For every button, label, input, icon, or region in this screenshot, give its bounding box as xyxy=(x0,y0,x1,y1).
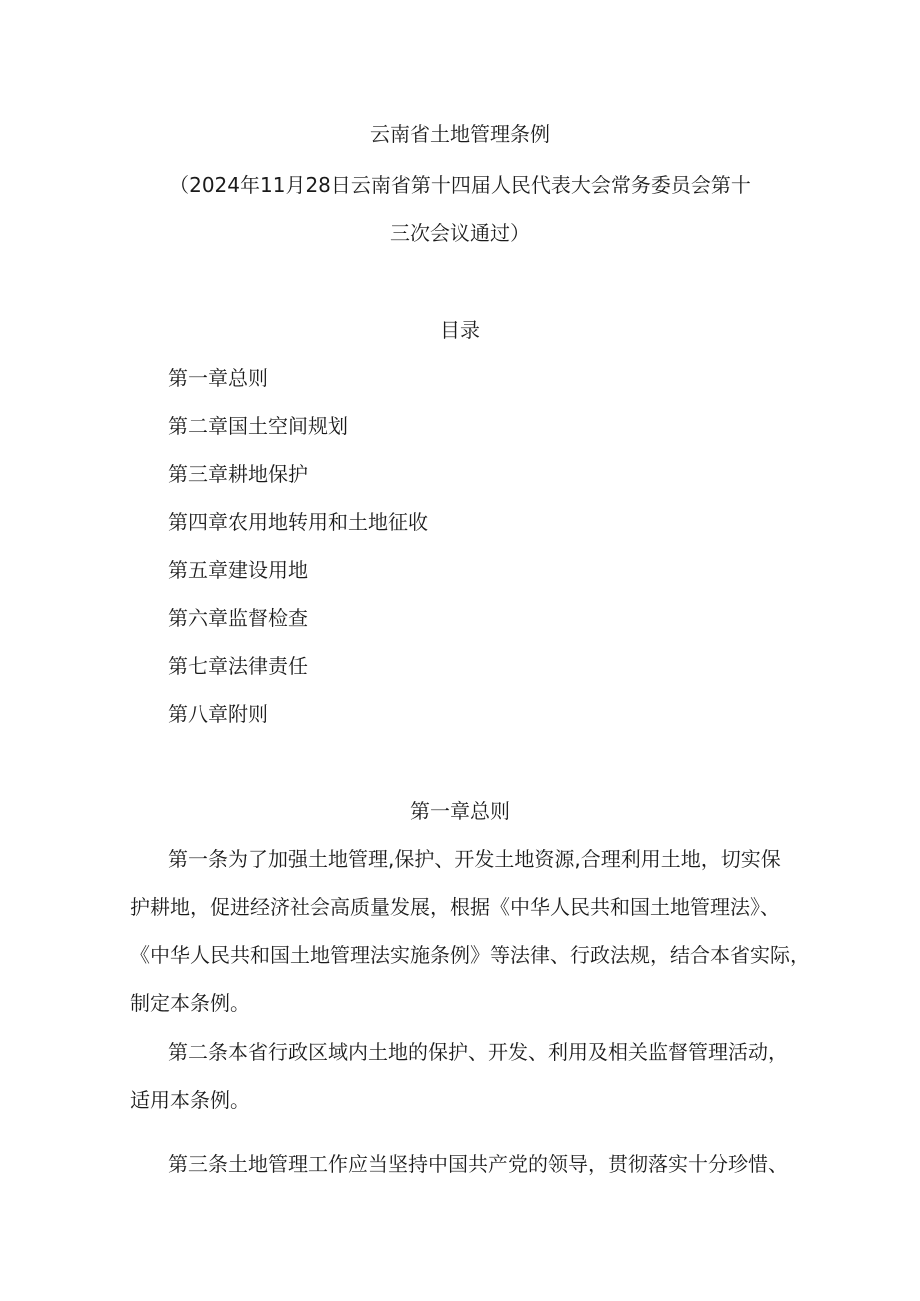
document-title: 云南省土地管理条例 xyxy=(370,122,550,146)
article-1-line: 《中华人民共和国土地管理法实施条例》等法律、行政法规，结合本省实际， xyxy=(130,943,810,967)
article-2-line: 适用本条例。 xyxy=(130,1088,250,1112)
article-3-line: 第三条土地管理工作应当坚持中国共产党的领导，贯彻落实十分珍惜、 xyxy=(168,1152,788,1176)
toc-item: 第一章总则 xyxy=(168,366,268,390)
toc-item: 第四章农用地转用和土地征收 xyxy=(168,510,428,534)
toc-item: 第六章监督检查 xyxy=(168,606,308,630)
toc-item: 第七章法律责任 xyxy=(168,654,308,678)
article-1-line: 护耕地，促进经济社会高质量发展，根据《中华人民共和国土地管理法》、 xyxy=(130,895,780,919)
article-1-line: 制定本条例。 xyxy=(130,991,250,1015)
article-1-line: 第一条为了加强土地管理,保护、开发土地资源,合理利用土地，切实保 xyxy=(168,847,781,871)
toc-heading: 目录 xyxy=(440,318,480,342)
chapter-1-heading: 第一章总则 xyxy=(410,799,510,823)
toc-item: 第五章建设用地 xyxy=(168,558,308,582)
toc-item: 第二章国土空间规划 xyxy=(168,414,348,438)
document-subtitle-line-2: 三次会议通过） xyxy=(390,221,530,245)
toc-item: 第三章耕地保护 xyxy=(168,462,308,486)
document-subtitle-line-1: （2024年11月28日云南省第十四届人民代表大会常务委员会第十 xyxy=(169,173,751,197)
toc-item: 第八章附则 xyxy=(168,702,268,726)
article-2-line: 第二条本省行政区域内土地的保护、开发、利用及相关监督管理活动， xyxy=(168,1040,788,1064)
